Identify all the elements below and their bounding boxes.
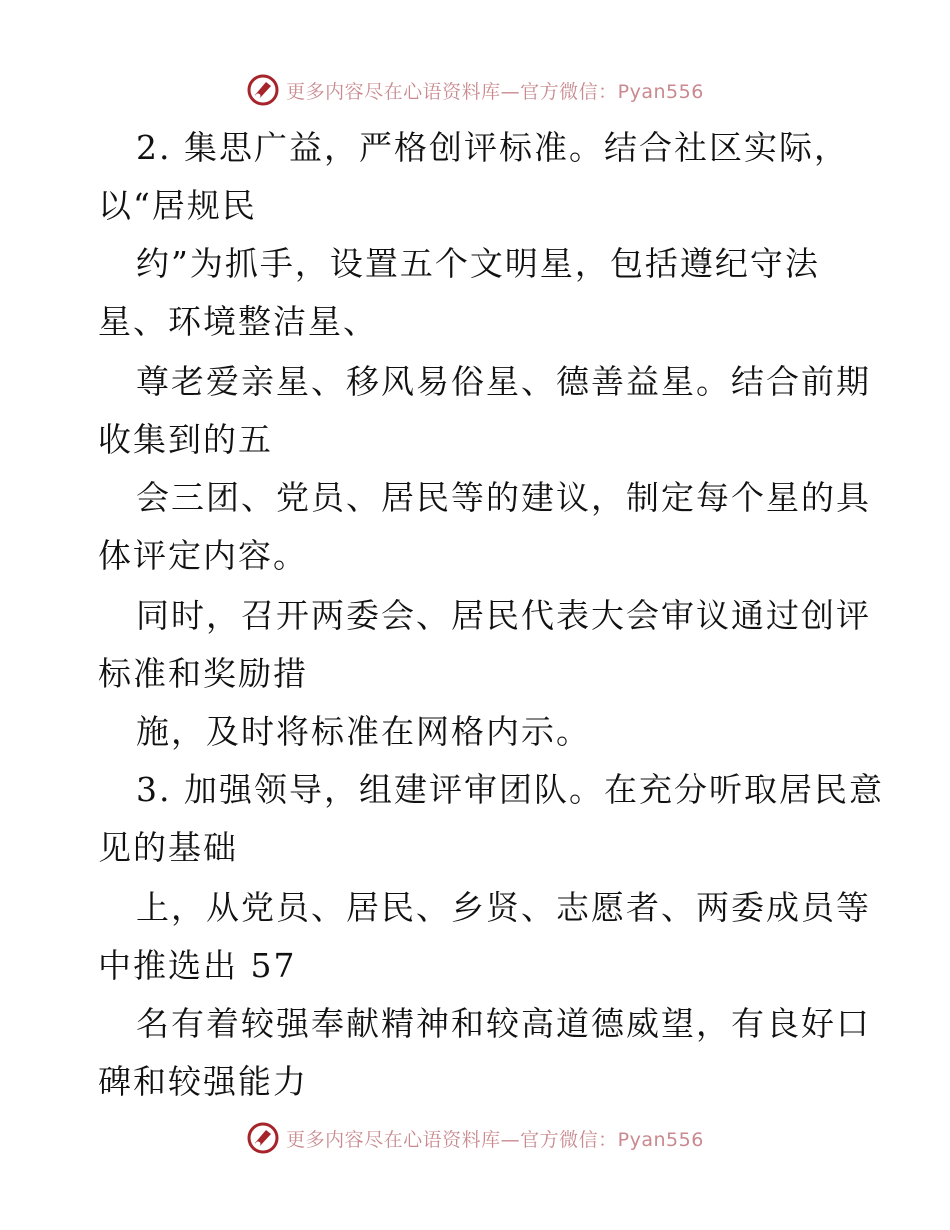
body-line: 星、环境整洁星、: [98, 302, 378, 341]
body-line: 以“居规民: [98, 186, 257, 225]
footer-banner-text: 更多内容尽在心语资料库—官方微信：Pyan556: [286, 1128, 704, 1151]
body-line: 体评定内容。: [98, 536, 308, 575]
body-line: 标准和奖励措: [98, 654, 308, 693]
header-banner-text: 更多内容尽在心语资料库—官方微信：Pyan556: [286, 80, 704, 103]
body-line: 3. 加强领导，组建评审团队。在充分听取居民意: [136, 770, 884, 809]
body-line: 施，及时将标准在网格内示。: [136, 712, 591, 751]
body-line: 同时，召开两委会、居民代表大会审议通过创评: [136, 596, 871, 635]
body-line: 碑和较强能力: [98, 1062, 308, 1101]
body-line: 上，从党员、居民、乡贤、志愿者、两委成员等: [136, 888, 871, 927]
body-line: 名有着较强奉献精神和较高道德威望，有良好口: [136, 1004, 871, 1043]
body-line: 尊老爱亲星、移风易俗星、德善益星。结合前期: [136, 362, 871, 401]
body-line: 收集到的五: [98, 420, 273, 459]
body-line: 会三团、党员、居民等的建议，制定每个星的具: [136, 478, 871, 517]
body-line: 中推选出 57: [98, 946, 297, 985]
body-line: 2. 集思广益，严格创评标准。结合社区实际，: [136, 128, 849, 167]
body-line: 见的基础: [98, 828, 238, 867]
body-line: 约”为抓手，设置五个文明星，包括遵纪守法: [136, 244, 820, 283]
logo-icon: [246, 1121, 280, 1155]
logo-icon: [246, 73, 280, 107]
footer-banner: [0, 1118, 950, 1158]
header-banner: [0, 70, 950, 110]
